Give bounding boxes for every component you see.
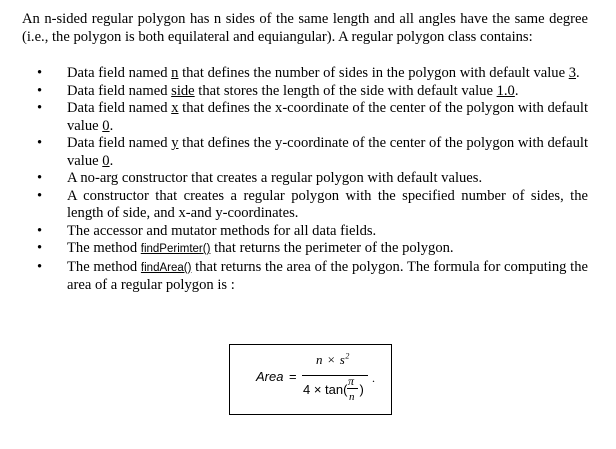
default-value: 0 [102, 117, 110, 134]
method-name-findperimeter: findPerimter() [140, 243, 211, 255]
item-text: that returns the perimeter of the polygon. [210, 240, 454, 256]
area-formula-box [229, 344, 392, 415]
exponent: 2 [345, 351, 350, 361]
document-body [22, 11, 588, 295]
bullet: • [37, 222, 43, 239]
field-name-x: x [171, 100, 179, 116]
bullet: • [37, 170, 43, 186]
list-item-constructor [22, 188, 588, 223]
item-text: Data field named [67, 65, 172, 81]
formula-numerator [316, 351, 350, 369]
item-text: that defines the x-coordinate of the center of the polygon with default value [67, 100, 589, 134]
item-text: that defines the y-coordinate of the center of the polygon with default value [67, 135, 589, 169]
bullet: • [37, 258, 43, 275]
default-value: 3 [568, 65, 577, 81]
list-item-findperimeter [22, 240, 588, 259]
list-item-accessors [22, 223, 588, 241]
formula-trailing-dot: . [372, 371, 375, 385]
default-value: 1.0 [496, 82, 515, 99]
list-item-noarg-constructor [22, 170, 588, 188]
item-text: . [109, 152, 114, 169]
intro-paragraph: An n-sided regular polygon has n sides of the same length and all angles have the same degree (i.e., the polygon is both equilateral and equiangular). A regular polygon class contains: [22, 11, 588, 45]
field-name-n: n [171, 65, 179, 81]
item-text: that stores the length of the side with default value [194, 82, 497, 99]
numerator-text: n × s [316, 352, 346, 367]
bullet: • [37, 240, 43, 256]
default-value: 0 [102, 152, 110, 169]
item-text: that returns the area of the polygon. The formula for computing the area of a regular polygon is : [67, 258, 589, 293]
inner-fraction-bar [347, 388, 358, 389]
item-text: . [514, 82, 519, 99]
requirements-list [22, 65, 588, 295]
item-text: . [576, 65, 580, 81]
bullet: • [37, 187, 43, 204]
field-name-side: side [171, 82, 195, 99]
inner-denominator: n [349, 391, 355, 403]
fraction-bar [302, 375, 368, 376]
item-text: Data field named [67, 135, 172, 151]
method-name-findarea: findArea() [140, 261, 192, 274]
list-item-x-field [22, 100, 588, 135]
item-text: A no-arg constructor that creates a regular polygon with default values. [67, 170, 483, 186]
item-text: The method [67, 258, 141, 275]
item-text: A constructor that creates a regular polygon with the specified number of sides, the length of side, and x-and y-coordinates. [67, 187, 588, 221]
list-item-y-field [22, 135, 588, 170]
item-text: The method [67, 240, 141, 256]
item-text: Data field named [67, 100, 172, 116]
item-text: Data field named [67, 82, 172, 99]
item-text: . [109, 117, 114, 134]
field-name-y: y [171, 135, 179, 151]
denominator-suffix: ) [359, 382, 364, 397]
bullet: • [37, 100, 43, 116]
list-item-side-field [22, 83, 588, 101]
formula-lhs: Area [256, 369, 284, 384]
bullet: • [37, 82, 43, 99]
denominator-prefix: 4 × tan( [303, 382, 348, 397]
item-text: The accessor and mutator methods for all data fields. [67, 222, 377, 239]
bullet: • [37, 135, 43, 151]
bullet: • [37, 65, 43, 81]
item-text: that defines the number of sides in the polygon with default value [178, 65, 569, 81]
list-item-n-field [22, 65, 588, 83]
pi-symbol: π [348, 374, 355, 388]
formula-equals: = [289, 369, 297, 384]
list-item-findarea [22, 259, 588, 295]
